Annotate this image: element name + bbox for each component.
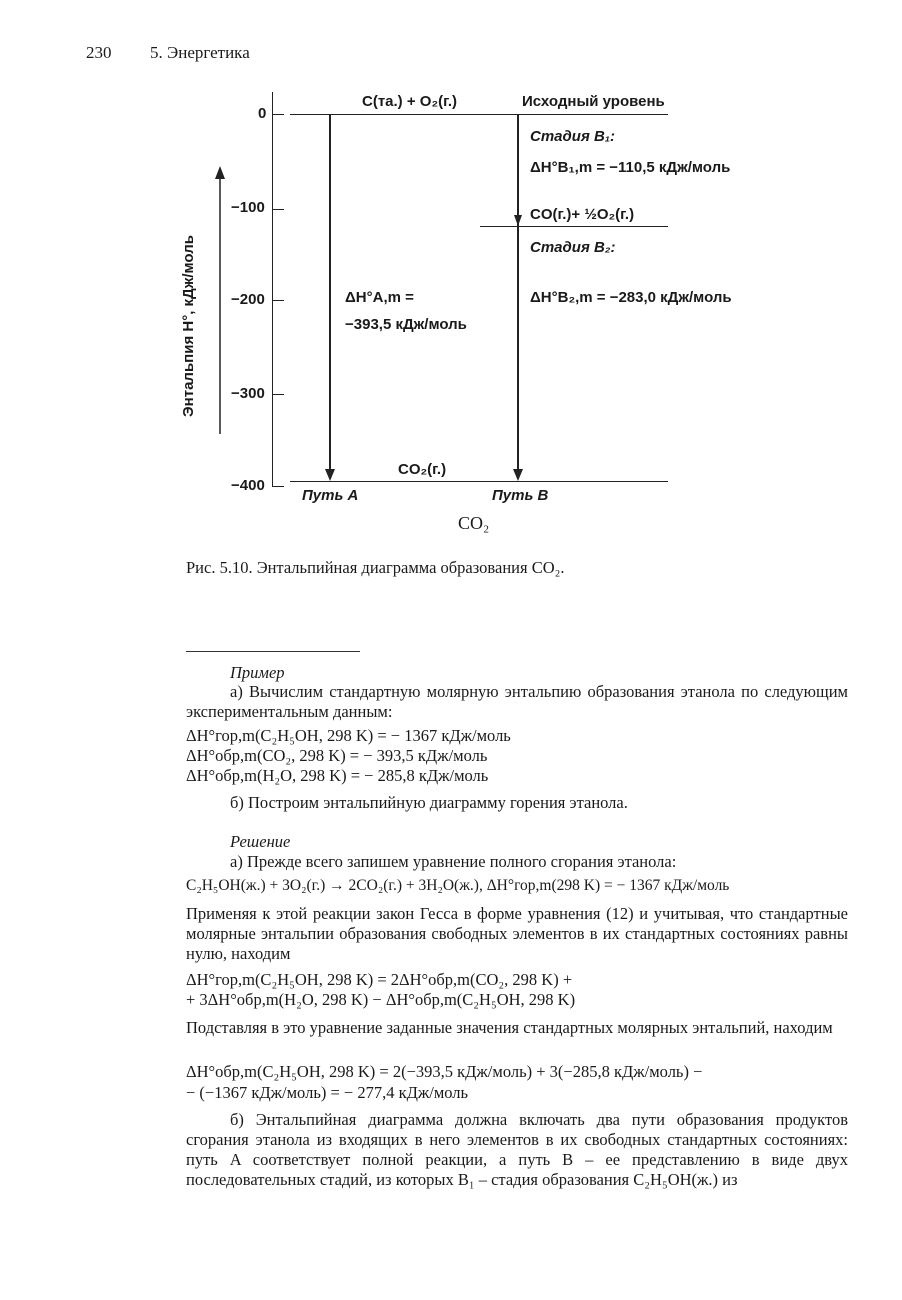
stage-b2-title: Стадия B₂:: [530, 239, 616, 256]
result-line-2: − (−1367 кДж/моль) = − 277,4 кДж/моль: [186, 1083, 469, 1102]
final-level-line: [290, 481, 668, 482]
tick-label-200: −200: [231, 291, 265, 308]
figure-caption: Рис. 5.10. Энтальпийная диаграмма образования CO₂.: [186, 558, 565, 577]
tick-label-0: 0: [258, 105, 267, 122]
example-data-2: ΔH°обр,m(CO₂, 298 K) = − 393,5 кДж/моль: [186, 746, 488, 765]
path-b-label: Путь B: [492, 487, 549, 504]
solution-part-b: б) Энтальпийная диаграмма должна включать два пути образования продуктов сгорания этанола из входящих в него элементов в их свободных стандартных состояниях: путь A соответствует полной реакции, а путь B – ее представлению в виде двух последовательных стадий, из которых B₁ – стадия образования C₂H₅OH(ж.) из: [186, 1110, 848, 1189]
path-a-value-line2: −393,5 кДж/моль: [345, 316, 467, 333]
y-axis-label: Энтальпия H°, кДж/моль: [180, 235, 197, 417]
substitution-paragraph: Подставляя в это уравнение заданные значения стандартных молярных энтальпий, находим: [186, 1018, 833, 1037]
solution-title: Решение: [230, 832, 291, 851]
stage-b2-value: ΔH°B₂,m = −283,0 кДж/моль: [530, 289, 732, 306]
bottom-level-label: CO₂(г.): [398, 461, 447, 478]
mid-level-label: CO(г.)+ ½O₂(г.): [530, 206, 635, 223]
path-a-value-line1: ΔH°A,m =: [345, 289, 414, 306]
path-a-label: Путь A: [302, 487, 359, 504]
example-part-b: б) Построим энтальпийную диаграмму горения этанола.: [230, 793, 628, 812]
hess-paragraph: Применяя к этой реакции закон Гесса в форме уравнения (12) и учитывая, что стандартные молярные энтальпии образования свободных элементов в их стандартных состояниях равны нулю, находим: [186, 904, 848, 963]
stage-b1-title: Стадия B₁:: [530, 128, 616, 145]
path-a-arrow: [322, 114, 338, 482]
result-line-1: ΔH°обр,m(C₂H₅OH, 298 K) = 2(−393,5 кДж/моль) + 3(−285,8 кДж/моль) −: [186, 1062, 703, 1081]
example-part-a: а) Вычислим стандартную молярную энтальпию образования этанола по следующим экспериментальным данным:: [186, 682, 848, 721]
tick-0: [272, 114, 284, 115]
y-axis: [272, 92, 273, 487]
y-axis-arrow: [212, 166, 228, 436]
hess-equation-2: + 3ΔH°обр,m(H₂O, 298 K) − ΔH°обр,m(C₂H₅OH, 298 K): [186, 990, 576, 1009]
path-b-arrow: [510, 114, 526, 482]
initial-level-line: [290, 114, 668, 115]
tick-200: [272, 300, 284, 301]
stage-b1-value: ΔH°B₁,m = −110,5 кДж/моль: [530, 159, 731, 176]
tick-label-300: −300: [231, 385, 265, 402]
solution-step-a: а) Прежде всего запишем уравнение полного сгорания этанола:: [230, 852, 677, 871]
example-title: Пример: [230, 663, 285, 682]
example-data-1: ΔH°гор,m(C₂H₅OH, 298 K) = − 1367 кДж/моль: [186, 726, 511, 745]
hess-equation-1: ΔH°гор,m(C₂H₅OH, 298 K) = 2ΔH°обр,m(CO₂, 298 K) +: [186, 970, 573, 989]
divider: [186, 651, 360, 652]
tick-300: [272, 394, 284, 395]
initial-level-label: Исходный уровень: [522, 93, 665, 110]
combustion-equation: C₂H₅OH(ж.) + 3O₂(г.) → 2CO₂(г.) + 3H₂O(ж.), ΔH°гор,m(298 K) = − 1367 кДж/моль: [186, 877, 730, 894]
example-data-3: ΔH°обр,m(H₂O, 298 K) = − 285,8 кДж/моль: [186, 766, 489, 785]
page-number: 230: [86, 43, 112, 62]
mid-level-line: [480, 226, 668, 227]
tick-400: [272, 486, 284, 487]
product-label: CO₂: [458, 513, 490, 533]
tick-label-400: −400: [231, 477, 265, 494]
tick-100: [272, 209, 284, 210]
top-reactants-label: C(та.) + O₂(г.): [362, 93, 458, 110]
section-title: 5. Энергетика: [150, 43, 250, 62]
tick-label-100: −100: [231, 199, 265, 216]
